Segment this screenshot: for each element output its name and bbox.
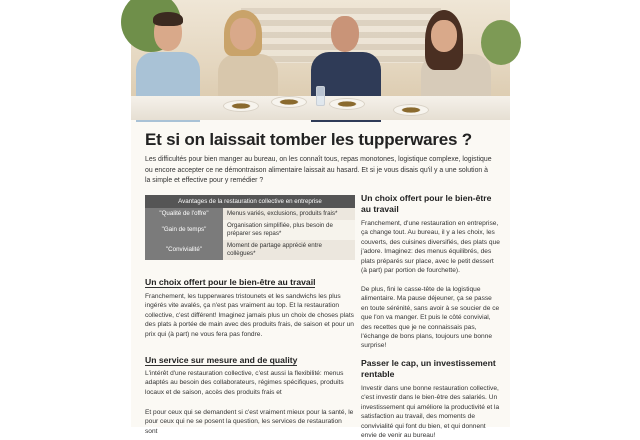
table-row-key: "Convivialité": [145, 240, 223, 260]
right-heading2: Passer le cap, un investissement rentable: [361, 358, 496, 379]
section2-text: L'intérêt d'une restauration collective, c'est aussi la flexibilité: menus adaptés au besoin des collaborateurs, régimes spécifiques, produits locaux et de saison, accès des produits frais et: [145, 370, 344, 396]
section1-heading: Un choix offert pour le bien-être au travail: [145, 277, 316, 287]
plate: [271, 96, 307, 108]
table-row-key: "Qualité de l'offre": [145, 208, 223, 220]
table-row-value: Menus variés, exclusions, produits frais*: [223, 208, 355, 220]
right-text3: Investir dans une bonne restauration collective, c'est investir dans le bien-être des salariés. Un investissement qui améliore la productivité et la satisfaction au travail, des moments de convivialité qui font du bien, et qui donnent envie de venir au bureau!: [361, 385, 500, 440]
table-row-key: "Gain de temps": [145, 220, 223, 240]
right-text2: De plus, fini le casse-tête de la logistique alimentaire. Ma pause déjeuner, ça se passe en toute sérénité, sans avoir à se soucier de ce que l'on va manger. Et puis le côté convivial, des recettes que je ne connaissais pas, l'échange de bons plans, toujours une bonne surprise!: [361, 286, 500, 350]
table-row-value: Moment de partage apprécié entre collègues*: [223, 240, 355, 260]
table-row: [145, 208, 355, 220]
table-header: Avantages de la restauration collective en entreprise: [145, 195, 355, 208]
section2-text2: Et pour ceux qui se demandent si c'est vraiment mieux pour la santé, le pour ceux qui ne se posent la question, les services de restauration sont: [145, 409, 354, 435]
table-row-value: Organisation simplifiée, plus besoin de préparer ses repas*: [223, 220, 355, 240]
section1-text: Franchement, les tupperwares tristounets et les sandwichs les plus ingérés vite avalés, ça n'est pas vraiment au top. Et la restauration collective, c'est différent! Imaginez jamais plus un choix de choses plats des plats à portée de main avec des produits frais, de saison et pour un prix qui (à part) ne vous fera pas fondre.: [145, 293, 354, 338]
right-heading1: Un choix offert pour le bien-être au travail: [361, 193, 492, 214]
article-intro: Les difficultés pour bien manger au bureau, on les connaît tous, repas monotones, logistique complexe, logistique ou encore accepter ce ne démontraison alimentaire laissait au hasard. Et si je vous disais qu'il y a une solution à la simple et effective pour y remédier ?: [145, 156, 492, 185]
article-page: [131, 0, 510, 440]
glass: [316, 86, 325, 106]
article-title: Et si on laissait tomber les tupperwares ?: [145, 130, 472, 149]
plate: [393, 104, 429, 116]
plate: [329, 98, 365, 110]
table-row: [145, 240, 355, 260]
section2-heading: Un service sur mesure and de quality: [145, 355, 298, 365]
hero-photo: [131, 0, 510, 120]
table-row: [145, 220, 355, 240]
plate: [223, 100, 259, 112]
right-text1: Franchement, d'une restauration en entreprise, ça change tout. Au bureau, il y a les choix, les couverts, des cuisines diversifiés, des plats que j'adore. Imaginez: des menus équilibrés, des plats préparés sur place, avec le petit dessert (à part) par portion de fourchette).: [361, 220, 500, 275]
advantages-table: [145, 195, 355, 260]
